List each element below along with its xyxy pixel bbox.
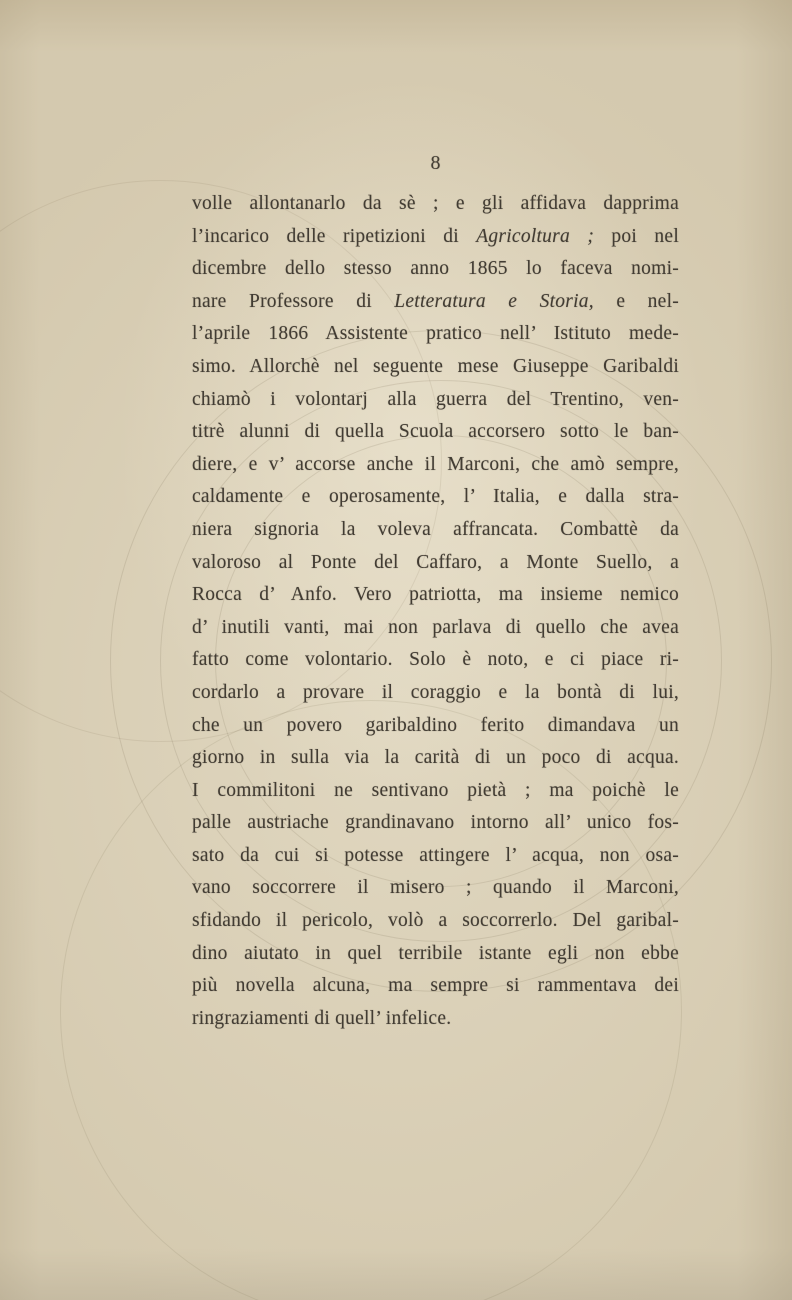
- text-segment: caldamente e operosamente, l’ Italia, e dalla stra-: [192, 486, 679, 508]
- text-line: [192, 1003, 679, 1036]
- text-line: [192, 449, 679, 482]
- text-segment: valoroso al Ponte del Caffaro, a Monte Suello, a: [192, 551, 679, 573]
- text-segment: dicembre dello stesso anno 1865 lo faceva nomi-: [192, 258, 679, 280]
- text-line: [192, 775, 679, 808]
- text-segment: nare Professore di: [192, 290, 395, 312]
- text-line: [192, 644, 679, 677]
- text-segment: l’incarico delle ripetizioni di: [192, 225, 477, 247]
- text-segment: Letteratura e Storia,: [394, 290, 594, 312]
- page-number: 8: [430, 152, 441, 174]
- text-segment: Agricoltura ;: [476, 225, 595, 247]
- text-segment: chiamò i volontarj alla guerra del Trentino, ven-: [192, 388, 679, 410]
- text-line: [192, 286, 679, 319]
- text-segment: dino aiutato in quel terribile istante egli non ebbe: [192, 942, 679, 964]
- text-line: [192, 840, 679, 873]
- text-line: [192, 938, 679, 971]
- text-line: [192, 351, 679, 384]
- text-segment: l’aprile 1866 Assistente pratico nell’ Istituto mede-: [192, 323, 679, 345]
- text-segment: fatto come volontario. Solo è noto, e ci piace ri-: [192, 649, 679, 671]
- text-segment: ringraziamenti di quell’ infelice.: [192, 1007, 452, 1029]
- text-line: [192, 905, 679, 938]
- text-segment: che un povero garibaldino ferito dimandava un: [192, 714, 679, 736]
- text-line: [192, 807, 679, 840]
- text-line: [192, 970, 679, 1003]
- text-segment: simo. Allorchè nel seguente mese Giuseppe Garibaldi: [192, 355, 679, 377]
- text-line: [192, 872, 679, 905]
- text-line: [192, 547, 679, 580]
- text-line: [192, 612, 679, 645]
- text-segment: cordarlo a provare il coraggio e la bontà di lui,: [192, 681, 679, 703]
- text-segment: niera signoria la voleva affrancata. Combattè da: [192, 518, 679, 540]
- text-line: [192, 221, 679, 254]
- text-line: [192, 384, 679, 417]
- text-segment: più novella alcuna, ma sempre si rammentava dei: [192, 975, 679, 997]
- text-segment: e nel-: [593, 290, 679, 312]
- text-line: [192, 710, 679, 743]
- text-segment: palle austriache grandinavano intorno all’ unico fos-: [192, 812, 679, 834]
- text-segment: giorno in sulla via la carità di un poco di acqua.: [192, 747, 679, 769]
- text-segment: sfidando il pericolo, volò a soccorrerlo. Del garibal-: [192, 910, 679, 932]
- text-line: [192, 318, 679, 351]
- text-segment: titrè alunni di quella Scuola accorsero sotto le ban-: [192, 421, 679, 443]
- text-line: [192, 514, 679, 547]
- text-line: [192, 677, 679, 710]
- text-line: [192, 742, 679, 775]
- text-segment: d’ inutili vanti, mai non parlava di quello che avea: [192, 616, 679, 638]
- text-segment: sato da cui si potesse attingere l’ acqua, non osa-: [192, 844, 679, 866]
- body-text: [192, 188, 679, 1035]
- text-segment: I commilitoni ne sentivano pietà ; ma poichè le: [192, 779, 679, 801]
- text-line: [192, 253, 679, 286]
- text-segment: diere, e v’ accorse anche il Marconi, che amò sempre,: [192, 453, 679, 475]
- text-segment: volle allontanarlo da sè ; e gli affidava dapprima: [192, 193, 679, 214]
- text-segment: poi nel: [594, 225, 679, 247]
- text-line: [192, 579, 679, 612]
- text-line: [192, 416, 679, 449]
- text-line: [192, 481, 679, 514]
- text-segment: vano soccorrere il misero ; quando il Marconi,: [192, 877, 679, 899]
- text-segment: Rocca d’ Anfo. Vero patriotta, ma insieme nemico: [192, 584, 679, 606]
- text-line: [192, 188, 679, 221]
